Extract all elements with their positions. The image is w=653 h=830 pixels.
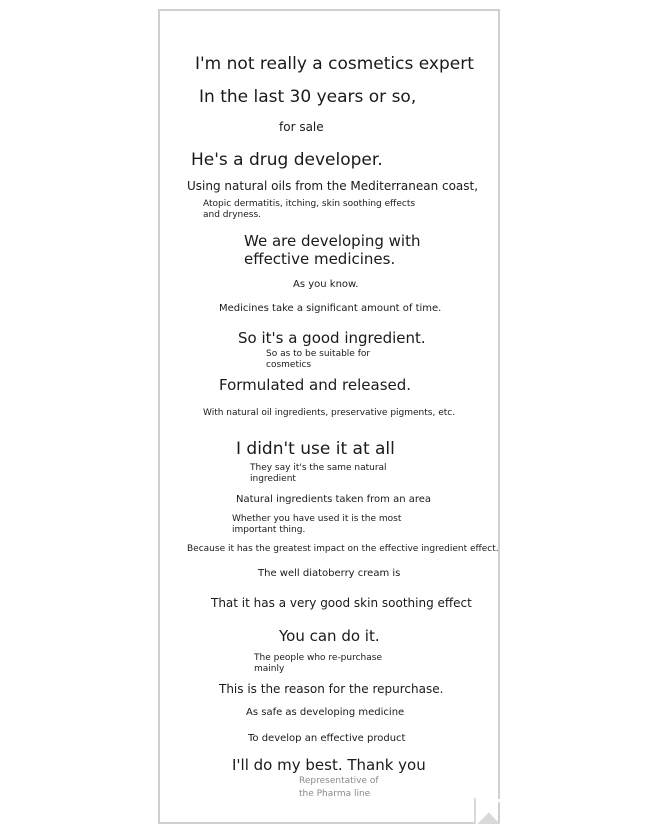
signature: Representative of the Pharma line bbox=[299, 776, 379, 799]
text-line: I'll do my best. Thank you bbox=[232, 756, 426, 774]
text-line: Medicines take a significant amount of time. bbox=[219, 303, 442, 314]
text-line: In the last 30 years or so, bbox=[199, 87, 417, 107]
text-line: Because it has the greatest impact on the effective ingredient effect. bbox=[187, 544, 499, 554]
text-line: He's a drug developer. bbox=[191, 150, 383, 170]
text-line: Atopic dermatitis, itching, skin soothing effects and dryness. bbox=[203, 199, 416, 220]
text-line: Formulated and released. bbox=[219, 376, 412, 394]
text-line: I'm not really a cosmetics expert bbox=[195, 54, 474, 74]
text-line: Using natural oils from the Mediterranean coast, bbox=[187, 179, 479, 193]
text-line: The well diatoberry cream is bbox=[258, 568, 401, 579]
text-line: Natural ingredients taken from an area bbox=[236, 494, 432, 505]
text-line: This is the reason for the repurchase. bbox=[219, 682, 444, 696]
text-line: You can do it. bbox=[279, 627, 380, 645]
text-line: To develop an effective product bbox=[248, 733, 406, 744]
text-line: Whether you have used it is the most important thing. bbox=[232, 514, 402, 535]
text-line: We are developing with effective medicines. bbox=[244, 232, 421, 268]
text-line: They say it's the same natural ingredient bbox=[250, 463, 387, 484]
text-line: for sale bbox=[279, 120, 324, 134]
text-line: So it's a good ingredient. bbox=[238, 329, 426, 347]
text-line: As you know. bbox=[293, 279, 359, 290]
text-line: As safe as developing medicine bbox=[246, 707, 405, 718]
text-line: I didn't use it at all bbox=[236, 439, 395, 459]
text-line: So as to be suitable for cosmetics bbox=[266, 349, 371, 370]
text-line: With natural oil ingredients, preservative pigments, etc. bbox=[203, 408, 456, 418]
text-line: The people who re-purchase mainly bbox=[254, 653, 382, 674]
text-line: That it has a very good skin soothing effect bbox=[211, 596, 472, 610]
page-curl-highlight bbox=[476, 799, 502, 826]
